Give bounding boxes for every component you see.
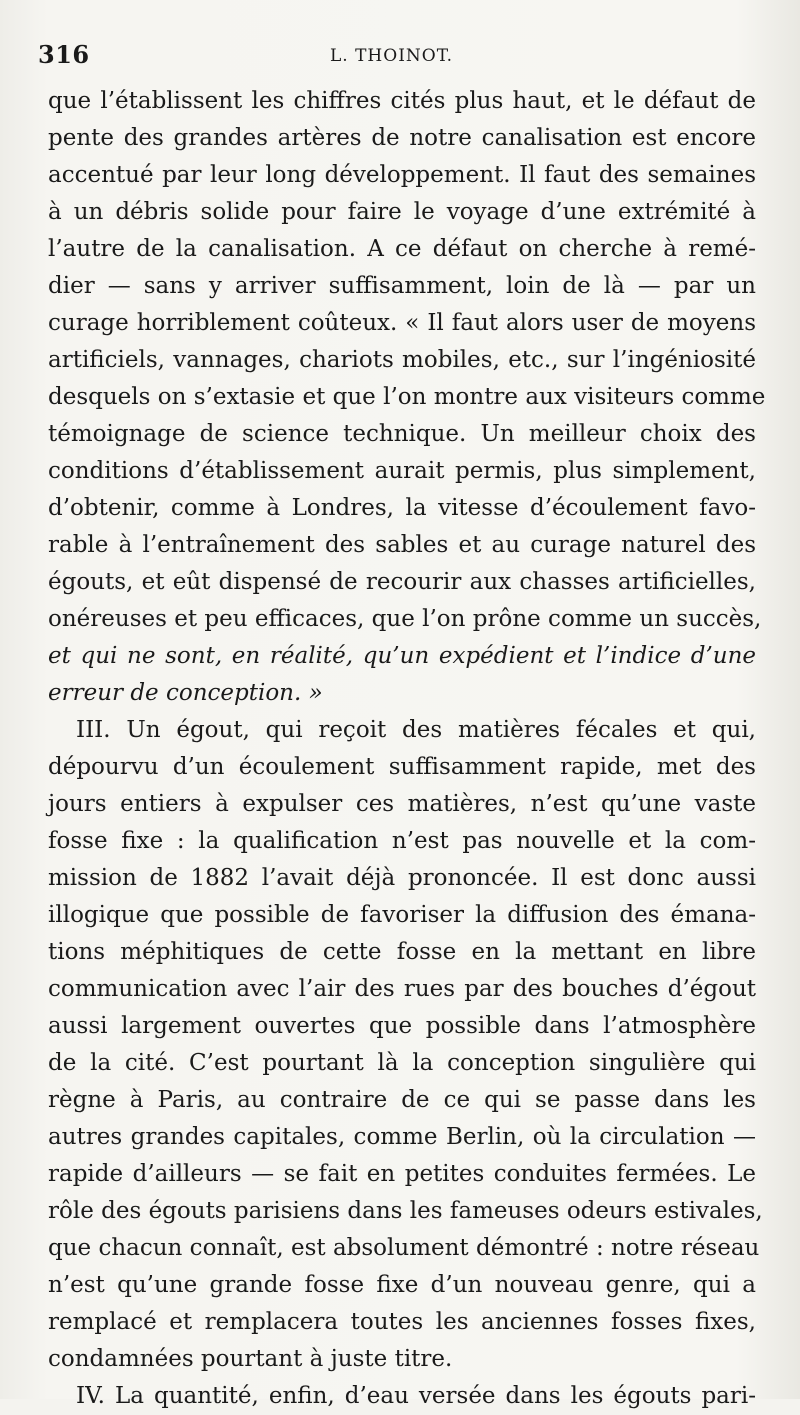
body-text	[48, 83, 766, 1415]
text-line: communication avec l’air des rues par des bouches d’égout	[48, 976, 756, 1002]
text-line: desquels on s’extasie et que l’on montre aux visiteurs comme	[48, 384, 766, 410]
text-line: à un débris solide pour faire le voyage d’une extrémité à	[48, 199, 756, 225]
text-line: tions méphitiques de cette fosse en la mettant en libre	[48, 939, 756, 965]
text-line-italic: erreur de conception. »	[48, 680, 323, 706]
text-line: conditions d’établissement aurait permis, plus simplement,	[48, 458, 756, 484]
text-line: jours entiers à expulser ces matières, n’est qu’une vaste	[48, 791, 756, 817]
text-line: de la cité. C’est pourtant là la conception singulière qui	[48, 1050, 756, 1076]
running-head: L. THOINOT.	[330, 46, 453, 66]
text-line: accentué par leur long développement. Il faut des semaines	[48, 162, 756, 188]
text-line: témoignage de science technique. Un meilleur choix des	[48, 421, 756, 447]
text-line: dépourvu d’un écoulement suffisamment rapide, met des	[48, 754, 756, 780]
text-line: remplacé et remplacera toutes les anciennes fosses fixes,	[48, 1309, 756, 1335]
text-line: mission de 1882 l’avait déjà prononcée. Il est donc aussi	[48, 865, 756, 891]
page-number: 316	[38, 40, 90, 69]
text-line: que l’établissent les chiffres cités plus haut, et le défaut de	[48, 88, 756, 114]
text-line: fosse fixe : la qualification n’est pas nouvelle et la com-	[48, 828, 756, 854]
text-line: égouts, et eût dispensé de recourir aux chasses artificielles,	[48, 569, 756, 595]
text-line: que chacun connaît, est absolument démontré : notre réseau	[48, 1235, 760, 1261]
text-line: n’est qu’une grande fosse fixe d’un nouveau genre, qui a	[48, 1272, 756, 1298]
text-line: rapide d’ailleurs — se fait en petites conduites fermées. Le	[48, 1161, 756, 1187]
text-line: l’autre de la canalisation. A ce défaut on cherche à remé-	[48, 236, 756, 262]
text-line: règne à Paris, au contraire de ce qui se passe dans les	[48, 1087, 756, 1113]
text-line: pente des grandes artères de notre canalisation est encore	[48, 125, 756, 151]
text-line-italic: et qui ne sont, en réalité, qu’un expédient et l’indice d’une	[48, 643, 756, 669]
text-line: curage horriblement coûteux. « Il faut alors user de moyens	[48, 310, 756, 336]
text-line: aussi largement ouvertes que possible dans l’atmosphère	[48, 1013, 756, 1039]
paragraph-start-iii: III. Un égout, qui reçoit des matières fécales et qui,	[76, 717, 756, 743]
text-line: condamnées pourtant à juste titre.	[48, 1346, 453, 1372]
text-line: rable à l’entraînement des sables et au curage naturel des	[48, 532, 756, 558]
paragraph-start-iv: IV. La quantité, enfin, d’eau versée dans les égouts pari-	[76, 1383, 756, 1409]
text-line: illogique que possible de favoriser la diffusion des émana-	[48, 902, 756, 928]
text-line: autres grandes capitales, comme Berlin, où la circulation —	[48, 1124, 756, 1150]
page-header	[38, 40, 752, 80]
text-line: onéreuses et peu efficaces, que l’on prône comme un succès,	[48, 606, 762, 632]
text-line: rôle des égouts parisiens dans les fameuses odeurs estivales,	[48, 1198, 763, 1224]
text-line: dier — sans y arriver suffisamment, loin de là — par un	[48, 273, 756, 299]
text-line: d’obtenir, comme à Londres, la vitesse d’écoulement favo-	[48, 495, 756, 521]
text-line: artificiels, vannages, chariots mobiles, etc., sur l’ingéniosité	[48, 347, 756, 373]
